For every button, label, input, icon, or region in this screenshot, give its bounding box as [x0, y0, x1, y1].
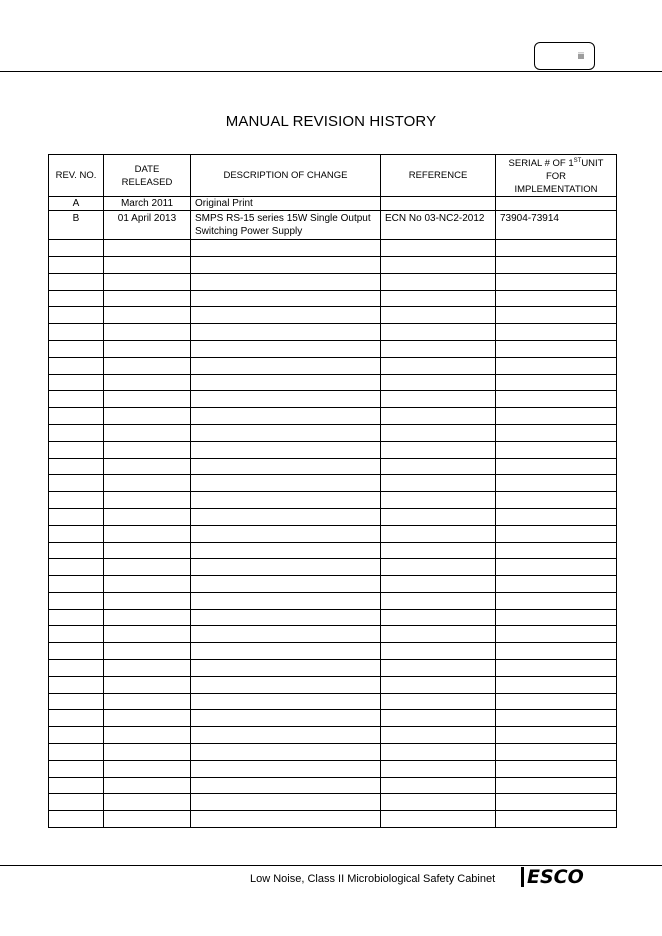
empty-cell [496, 576, 617, 593]
empty-cell [49, 290, 104, 307]
empty-cell [191, 710, 381, 727]
empty-cell [381, 811, 496, 828]
table-row-empty [49, 424, 617, 441]
page-title: MANUAL REVISION HISTORY [225, 113, 437, 130]
empty-cell [496, 340, 617, 357]
empty-cell [496, 357, 617, 374]
empty-cell [104, 559, 191, 576]
table-row-empty [49, 609, 617, 626]
empty-cell [496, 592, 617, 609]
header-reference: REFERENCE [381, 155, 496, 197]
empty-cell [49, 676, 104, 693]
table-row-empty [49, 811, 617, 828]
empty-cell [49, 307, 104, 324]
empty-cell [496, 492, 617, 509]
table-row-empty [49, 693, 617, 710]
empty-cell [104, 710, 191, 727]
empty-cell [191, 609, 381, 626]
empty-cell [104, 391, 191, 408]
table-row-empty [49, 592, 617, 609]
empty-cell [496, 643, 617, 660]
empty-cell [49, 492, 104, 509]
empty-cell [191, 441, 381, 458]
empty-cell [191, 660, 381, 677]
table-row-empty [49, 760, 617, 777]
table-row-empty [49, 256, 617, 273]
table-row-empty [49, 660, 617, 677]
empty-cell [496, 559, 617, 576]
empty-cell [49, 609, 104, 626]
cell-rev: A [49, 197, 104, 211]
empty-cell [381, 475, 496, 492]
table-row-empty [49, 576, 617, 593]
empty-cell [191, 391, 381, 408]
empty-cell [191, 374, 381, 391]
cell-serial [496, 197, 617, 211]
empty-cell [191, 542, 381, 559]
empty-cell [381, 794, 496, 811]
empty-cell [381, 307, 496, 324]
empty-cell [49, 811, 104, 828]
table-row-empty [49, 290, 617, 307]
empty-cell [496, 374, 617, 391]
empty-cell [104, 744, 191, 761]
empty-cell [191, 324, 381, 341]
empty-cell [381, 324, 496, 341]
table-row-empty [49, 441, 617, 458]
empty-cell [49, 559, 104, 576]
empty-cell [191, 811, 381, 828]
empty-cell [191, 760, 381, 777]
empty-cell [191, 408, 381, 425]
table-row-empty [49, 710, 617, 727]
empty-cell [191, 290, 381, 307]
empty-cell [104, 492, 191, 509]
empty-cell [381, 357, 496, 374]
empty-cell [191, 307, 381, 324]
empty-cell [191, 357, 381, 374]
empty-cell [49, 643, 104, 660]
empty-cell [191, 727, 381, 744]
empty-cell [104, 660, 191, 677]
empty-cell [496, 760, 617, 777]
table-row-empty [49, 391, 617, 408]
empty-cell [496, 693, 617, 710]
empty-cell [191, 794, 381, 811]
table-row-empty [49, 340, 617, 357]
empty-cell [49, 458, 104, 475]
empty-cell [191, 273, 381, 290]
empty-cell [191, 475, 381, 492]
table-row-empty [49, 542, 617, 559]
empty-cell [496, 424, 617, 441]
empty-cell [104, 475, 191, 492]
empty-cell [49, 475, 104, 492]
empty-cell [381, 676, 496, 693]
empty-cell [381, 660, 496, 677]
cell-date: 01 April 2013 [104, 211, 191, 240]
header-description: DESCRIPTION OF CHANGE [191, 155, 381, 197]
empty-cell [104, 609, 191, 626]
table-row-empty [49, 643, 617, 660]
empty-cell [49, 324, 104, 341]
empty-cell [104, 794, 191, 811]
empty-cell [49, 576, 104, 593]
logo-wordmark: ESCO [527, 866, 584, 888]
empty-cell [49, 542, 104, 559]
empty-cell [496, 811, 617, 828]
table-row-empty [49, 408, 617, 425]
table-row-empty [49, 777, 617, 794]
empty-cell [381, 760, 496, 777]
empty-cell [381, 424, 496, 441]
empty-cell [104, 324, 191, 341]
empty-cell [496, 324, 617, 341]
empty-cell [104, 576, 191, 593]
table-row-empty [49, 273, 617, 290]
empty-cell [191, 424, 381, 441]
empty-cell [381, 525, 496, 542]
empty-cell [496, 273, 617, 290]
table-row-empty [49, 374, 617, 391]
empty-cell [496, 542, 617, 559]
header-divider [0, 71, 662, 72]
table-row [49, 211, 617, 240]
empty-cell [104, 592, 191, 609]
empty-cell [49, 256, 104, 273]
empty-cell [381, 408, 496, 425]
empty-cell [104, 760, 191, 777]
empty-cell [191, 777, 381, 794]
empty-cell [381, 391, 496, 408]
empty-cell [104, 340, 191, 357]
empty-cell [104, 374, 191, 391]
empty-cell [381, 626, 496, 643]
empty-cell [381, 458, 496, 475]
empty-cell [381, 290, 496, 307]
revision-history-table [48, 154, 617, 828]
table-row-empty [49, 475, 617, 492]
empty-cell [49, 374, 104, 391]
table-row-empty [49, 458, 617, 475]
empty-cell [381, 643, 496, 660]
empty-cell [381, 777, 496, 794]
empty-cell [104, 508, 191, 525]
empty-cell [496, 256, 617, 273]
table-row-empty [49, 525, 617, 542]
empty-cell [104, 626, 191, 643]
empty-cell [381, 710, 496, 727]
empty-cell [49, 777, 104, 794]
empty-cell [191, 256, 381, 273]
empty-cell [496, 458, 617, 475]
cell-serial: 73904-73914 [496, 211, 617, 240]
empty-cell [49, 727, 104, 744]
empty-cell [49, 794, 104, 811]
empty-cell [191, 643, 381, 660]
table-row-empty [49, 357, 617, 374]
empty-cell [49, 424, 104, 441]
empty-cell [49, 408, 104, 425]
empty-cell [49, 710, 104, 727]
empty-cell [496, 794, 617, 811]
empty-cell [381, 693, 496, 710]
cell-reference [381, 197, 496, 211]
empty-cell [496, 609, 617, 626]
empty-cell [104, 811, 191, 828]
empty-cell [381, 609, 496, 626]
empty-cell [49, 660, 104, 677]
empty-cell [496, 710, 617, 727]
empty-cell [49, 525, 104, 542]
empty-cell [381, 559, 496, 576]
empty-cell [191, 693, 381, 710]
empty-cell [496, 508, 617, 525]
empty-cell [381, 374, 496, 391]
table-row-empty [49, 794, 617, 811]
table-row-empty [49, 727, 617, 744]
empty-cell [104, 424, 191, 441]
empty-cell [496, 391, 617, 408]
table-row-empty [49, 744, 617, 761]
empty-cell [381, 240, 496, 257]
empty-cell [381, 273, 496, 290]
empty-cell [496, 676, 617, 693]
empty-cell [381, 592, 496, 609]
empty-cell [381, 542, 496, 559]
empty-cell [104, 643, 191, 660]
empty-cell [104, 307, 191, 324]
empty-cell [49, 441, 104, 458]
empty-cell [49, 391, 104, 408]
empty-cell [104, 240, 191, 257]
empty-cell [496, 626, 617, 643]
cell-description: Original Print [191, 197, 381, 211]
empty-cell [49, 357, 104, 374]
table-row-empty [49, 492, 617, 509]
empty-cell [191, 592, 381, 609]
table-row-empty [49, 626, 617, 643]
table-header-row [49, 155, 617, 197]
empty-cell [49, 508, 104, 525]
empty-cell [49, 273, 104, 290]
empty-cell [496, 408, 617, 425]
empty-cell [104, 408, 191, 425]
table-row [49, 197, 617, 211]
table-row-empty [49, 508, 617, 525]
empty-cell [496, 441, 617, 458]
table-row-empty [49, 240, 617, 257]
empty-cell [381, 576, 496, 593]
header-serial: SERIAL # OF 1STUNIT FOR IMPLEMENTATION [496, 155, 617, 197]
empty-cell [496, 240, 617, 257]
empty-cell [104, 256, 191, 273]
empty-cell [49, 693, 104, 710]
empty-cell [191, 676, 381, 693]
empty-cell [104, 290, 191, 307]
empty-cell [381, 744, 496, 761]
cell-date: March 2011 [104, 197, 191, 211]
empty-cell [104, 441, 191, 458]
empty-cell [496, 290, 617, 307]
empty-cell [496, 727, 617, 744]
empty-cell [191, 525, 381, 542]
cell-description: SMPS RS-15 series 15W Single Output Switching Power Supply [191, 211, 381, 240]
empty-cell [104, 458, 191, 475]
empty-cell [104, 357, 191, 374]
empty-cell [496, 777, 617, 794]
empty-cell [381, 508, 496, 525]
esco-logo [521, 866, 584, 888]
empty-cell [381, 441, 496, 458]
empty-cell [191, 626, 381, 643]
footer-title: Low Noise, Class II Microbiological Safety Cabinet [250, 873, 496, 885]
table-row-empty [49, 676, 617, 693]
empty-cell [104, 693, 191, 710]
empty-cell [49, 592, 104, 609]
empty-cell [381, 256, 496, 273]
empty-cell [381, 492, 496, 509]
table-row-empty [49, 324, 617, 341]
empty-cell [381, 340, 496, 357]
empty-cell [104, 727, 191, 744]
empty-cell [191, 576, 381, 593]
empty-cell [191, 458, 381, 475]
cell-rev: B [49, 211, 104, 240]
empty-cell [496, 475, 617, 492]
empty-cell [191, 508, 381, 525]
empty-cell [191, 240, 381, 257]
empty-cell [496, 307, 617, 324]
empty-cell [104, 542, 191, 559]
empty-cell [49, 340, 104, 357]
empty-cell [104, 273, 191, 290]
page-number: iii [578, 51, 584, 61]
empty-cell [191, 492, 381, 509]
empty-cell [191, 340, 381, 357]
header-date-released: DATE RELEASED [104, 155, 191, 197]
empty-cell [49, 760, 104, 777]
empty-cell [496, 525, 617, 542]
cell-reference: ECN No 03-NC2-2012 [381, 211, 496, 240]
page-number-box [534, 42, 595, 70]
empty-cell [49, 626, 104, 643]
logo-bar [521, 867, 524, 887]
empty-cell [104, 777, 191, 794]
empty-cell [381, 727, 496, 744]
empty-cell [49, 744, 104, 761]
empty-cell [49, 240, 104, 257]
table-row-empty [49, 559, 617, 576]
empty-cell [496, 660, 617, 677]
header-rev-no: REV. NO. [49, 155, 104, 197]
empty-cell [104, 676, 191, 693]
empty-cell [104, 525, 191, 542]
empty-cell [191, 559, 381, 576]
empty-cell [496, 744, 617, 761]
empty-cell [191, 744, 381, 761]
table-row-empty [49, 307, 617, 324]
